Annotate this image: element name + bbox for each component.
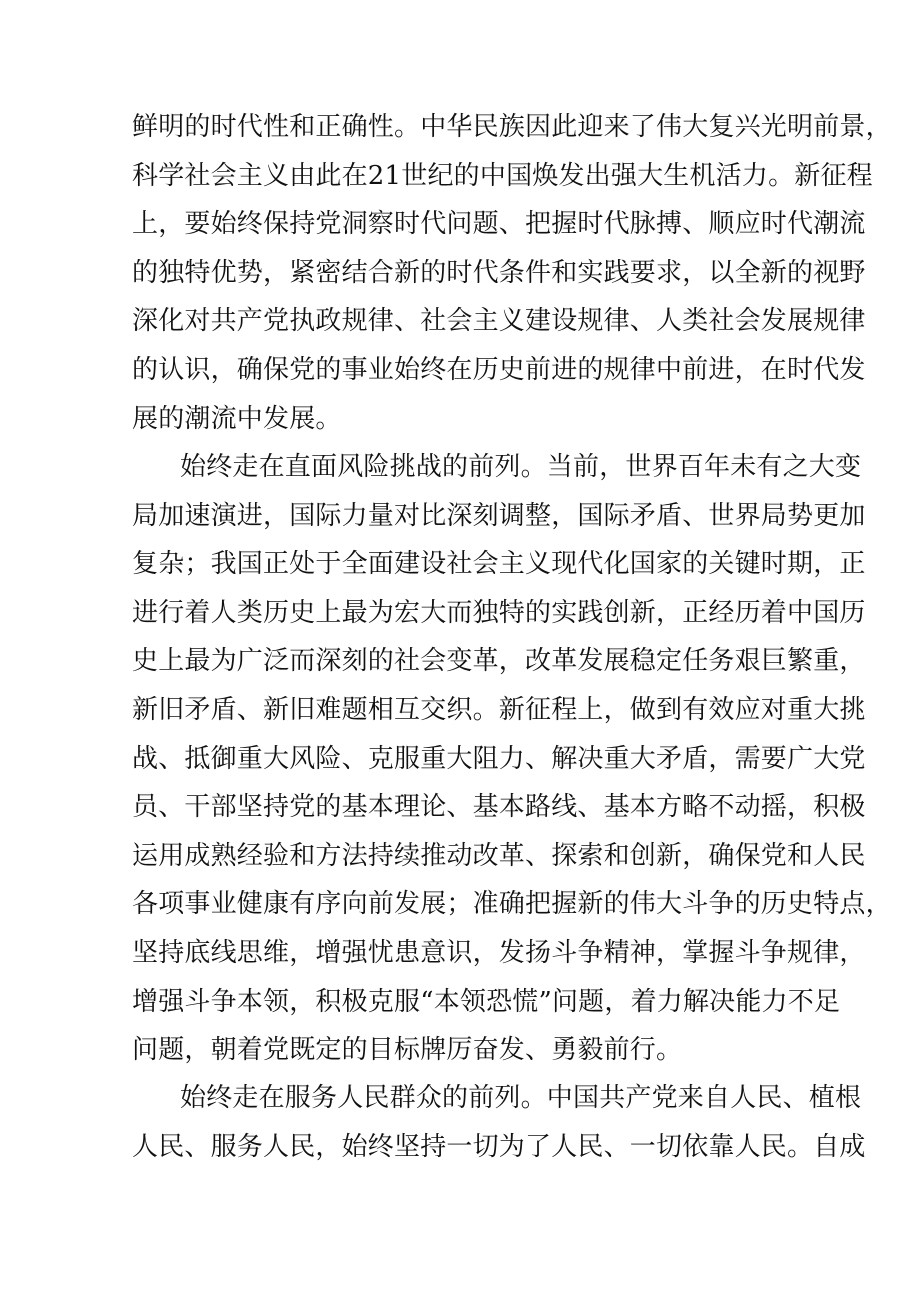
paragraph-line: 局加速演进，国际力量对比深刻调整，国际矛盾、世界局势更加: [132, 500, 866, 531]
paragraph-line: 员、干部坚持党的基本理论、基本路线、基本方略不动摇，积极: [132, 792, 866, 823]
paragraph-line: 的独特优势，紧密结合新的时代条件和实践要求，以全新的视野: [132, 257, 866, 288]
paragraph-3: [132, 1074, 866, 1171]
paragraph-line: 问题，朝着党既定的目标牌厉奋发、勇毅前行。: [132, 1035, 683, 1066]
paragraph-line: 运用成熟经验和方法持续推动改革、探索和创新，确保党和人民: [132, 840, 866, 871]
paragraph-line: 鲜明的时代性和正确性。中华民族因此迎来了伟大复兴光明前景，: [132, 112, 892, 142]
paragraph-line: 坚持底线思维，增强忧患意识，发扬斗争精神，掌握斗争规律，: [132, 937, 866, 968]
paragraph-line: 展的潮流中发展。: [132, 403, 342, 434]
paragraph-line: 深化对共产党执政规律、社会主义建设规律、人类社会发展规律: [132, 306, 866, 337]
paragraph-2: [132, 443, 892, 1075]
paragraph-line: 进行着人类历史上最为宏大而独特的实践创新，正经历着中国历: [132, 597, 866, 628]
paragraph-line: 始终走在服务人民群众的前列。中国共产党来自人民、植根: [180, 1083, 862, 1113]
paragraph-line: 各项事业健康有序向前发展；准确把握新的伟大斗争的历史特点，: [132, 889, 892, 920]
paragraph-1: [132, 103, 892, 443]
paragraph-line: 增强斗争本领，积极克服“本领恐慌”问题，着力解决能力不足: [132, 986, 841, 1017]
paragraph-line: 的认识，确保党的事业始终在历史前进的规律中前进，在时代发: [132, 354, 866, 385]
paragraph-line: 复杂；我国正处于全面建设社会主义现代化国家的关键时期，正: [132, 549, 866, 580]
paragraph-line: 科学社会主义由此在21世纪的中国焕发出强大生机活力。新征程: [132, 160, 873, 191]
paragraph-line: 上，要始终保持党洞察时代问题、把握时代脉搏、顺应时代潮流: [132, 209, 866, 240]
paragraph-line: 人民、服务人民，始终坚持一切为了人民、一切依靠人民。自成: [132, 1131, 866, 1162]
paragraph-line: 战、抵御重大风险、克服重大阻力、解决重大矛盾，需要广大党: [132, 743, 866, 774]
paragraph-line: 新旧矛盾、新旧难题相互交织。新征程上，做到有效应对重大挑: [132, 694, 866, 725]
paragraph-line: 始终走在直面风险挑战的前列。当前，世界百年未有之大变: [180, 452, 862, 482]
paragraph-line: 史上最为广泛而深刻的社会变革，改革发展稳定任务艰巨繁重，: [132, 646, 866, 677]
